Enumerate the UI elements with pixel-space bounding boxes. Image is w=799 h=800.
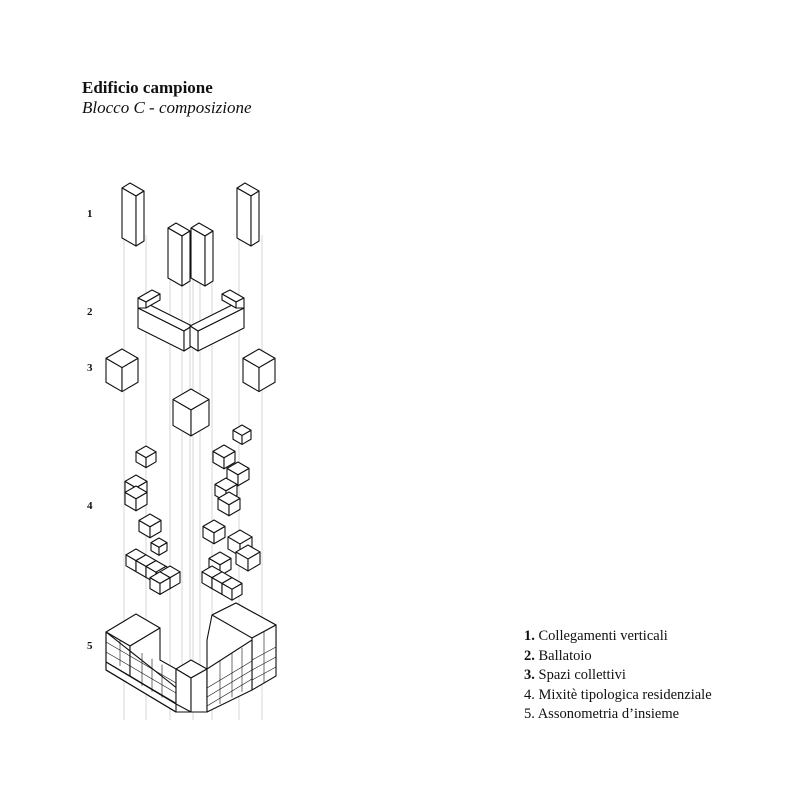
overall-assembly xyxy=(106,603,276,712)
stair-core-right xyxy=(237,183,259,246)
step-label-4: 4 xyxy=(87,500,93,512)
diagram-subtitle: Blocco C - composizione xyxy=(82,98,252,117)
unit-cube xyxy=(151,538,167,555)
stair-core-center-a xyxy=(168,223,190,286)
unit-cube xyxy=(136,446,156,468)
step-label-5: 5 xyxy=(87,640,93,652)
diagram-title: Edificio campione xyxy=(82,78,213,97)
unit-cube xyxy=(233,425,251,444)
walkway-right xyxy=(190,290,244,351)
unit-cube xyxy=(203,520,225,544)
stair-core-center-b xyxy=(191,223,213,286)
collective-cube-center xyxy=(173,389,209,436)
collective-cube-right xyxy=(243,349,275,392)
collective-cube-left xyxy=(106,349,138,392)
building-blocks xyxy=(106,183,276,712)
step-label-3: 3 xyxy=(87,362,93,374)
legend-item-4: 4. Mixitè tipologica residenziale xyxy=(524,686,712,703)
step-label-1: 1 xyxy=(87,208,93,220)
legend-item-1: 1. Collegamenti verticali xyxy=(524,628,668,644)
legend-item-2: 2. Ballatoio xyxy=(524,647,592,664)
legend-item-3: 3. Spazi collettivi xyxy=(524,667,626,683)
unit-cube xyxy=(139,514,161,538)
legend-item-5: 5. Assonometria d’insieme xyxy=(524,706,680,722)
stair-core-left xyxy=(122,183,144,246)
step-label-2: 2 xyxy=(87,306,93,318)
